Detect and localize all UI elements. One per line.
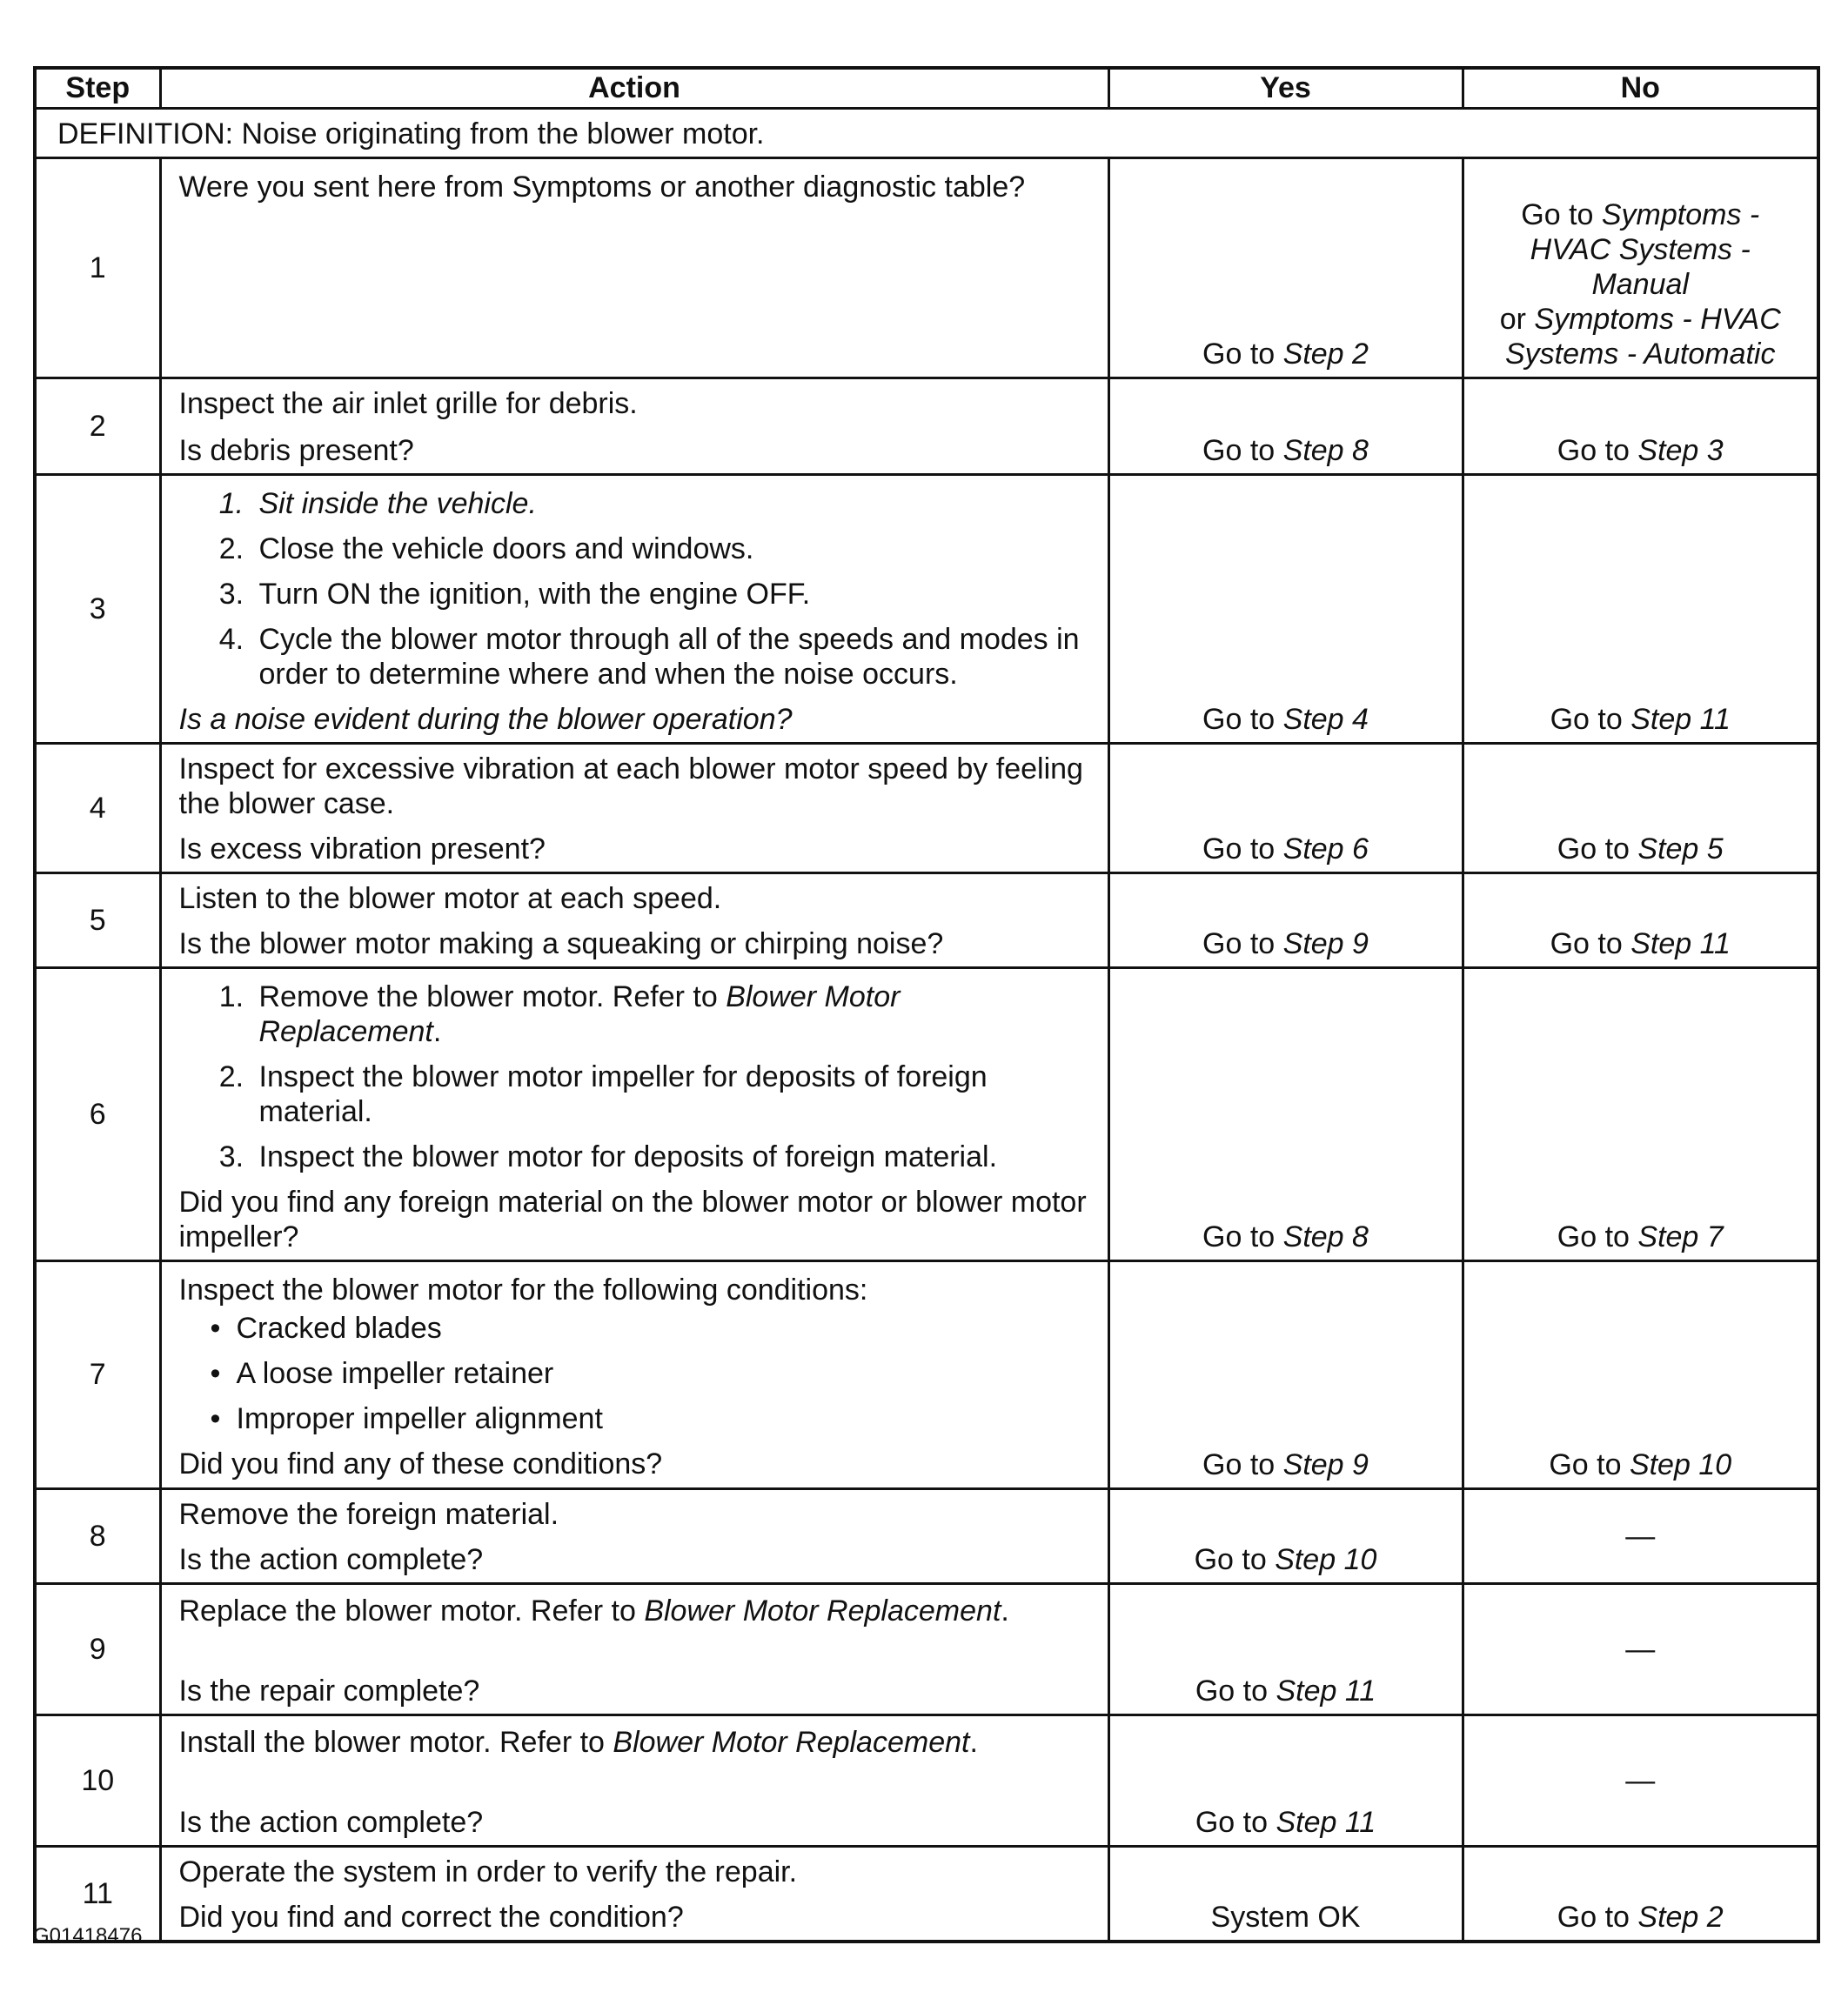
- yes-step-link[interactable]: Step 11: [1276, 1805, 1376, 1839]
- no-ref-automatic[interactable]: Systems - Automatic: [1505, 337, 1776, 371]
- definition-row: [35, 108, 1818, 157]
- action-text: Operate the system in order to verify the repair.: [178, 1855, 798, 1888]
- action-question: Is excess vibration present?: [178, 832, 546, 866]
- no-cell: [1463, 967, 1818, 1260]
- table-row: [35, 1260, 1818, 1488]
- no-cell: [1463, 157, 1818, 378]
- action-cell: [160, 1260, 1108, 1488]
- table-row: [35, 474, 1818, 743]
- action-text: Listen to the blower motor at each speed.: [178, 881, 722, 915]
- yes-prefix: Go to: [1202, 926, 1283, 960]
- step-number: 11: [35, 1846, 160, 1942]
- yes-prefix: Go to: [1202, 1447, 1283, 1481]
- yes-prefix: Go to: [1195, 1674, 1276, 1708]
- no-cell: [1463, 474, 1818, 743]
- action-cell: [160, 1846, 1108, 1942]
- yes-cell: [1108, 1260, 1463, 1488]
- yes-step-link[interactable]: Step 2: [1282, 337, 1369, 371]
- header-action: Action: [160, 68, 1108, 108]
- no-cell: [1463, 872, 1818, 967]
- list-item: 2. Close the vehicle doors and windows.: [252, 531, 1090, 566]
- no-step-link[interactable]: Step 7: [1637, 1220, 1724, 1253]
- list-item: • Improper impeller alignment: [237, 1401, 1090, 1436]
- conditions-list: [179, 1311, 1090, 1436]
- yes-step-link[interactable]: Step 11: [1276, 1674, 1376, 1708]
- no-ref-symptoms[interactable]: Symptoms -: [1601, 197, 1760, 231]
- yes-prefix: Go to: [1202, 433, 1283, 467]
- no-or: or: [1499, 302, 1535, 336]
- table-row: [35, 743, 1818, 872]
- no-step-link[interactable]: Step 10: [1629, 1447, 1732, 1481]
- no-prefix: Go to: [1557, 832, 1638, 866]
- yes-cell: [1108, 1715, 1463, 1846]
- action-cell: [160, 1488, 1108, 1583]
- action-cell: [160, 967, 1108, 1260]
- action-question: Were you sent here from Symptoms or another diagnostic table?: [178, 170, 1026, 204]
- no-ref-symptoms-hvac[interactable]: Symptoms - HVAC: [1534, 302, 1781, 336]
- yes-prefix: Go to: [1194, 1542, 1276, 1576]
- step-number: 3: [35, 474, 160, 743]
- step-number: 7: [35, 1260, 160, 1488]
- step-number: 1: [35, 157, 160, 378]
- no-prefix: Go to: [1557, 1900, 1638, 1934]
- list-item: 2. Inspect the blower motor impeller for deposits of foreign material.: [252, 1059, 1090, 1129]
- diagnostic-table: [33, 66, 1820, 1943]
- action-cell: [160, 474, 1108, 743]
- yes-cell: [1108, 1488, 1463, 1583]
- list-item: 3. Turn ON the ignition, with the engine OFF.: [252, 577, 1090, 612]
- yes-cell: [1108, 474, 1463, 743]
- action-question: Is the action complete?: [178, 1805, 484, 1839]
- no-step-link[interactable]: Step 2: [1637, 1900, 1724, 1934]
- action-steps-list: [179, 979, 1090, 1174]
- no-step-link[interactable]: Step 11: [1630, 702, 1731, 736]
- action-text: Inspect the air inlet grille for debris.: [178, 386, 638, 420]
- list-item: 4. Cycle the blower motor through all of the speeds and modes in order to determine where and when the noise occurs.: [252, 622, 1090, 692]
- procedure-link[interactable]: Blower Motor Replacement: [644, 1594, 1001, 1628]
- no-step-link[interactable]: Step 5: [1637, 832, 1724, 866]
- yes-cell: System OK: [1108, 1846, 1463, 1942]
- no-prefix: Go to: [1557, 1220, 1638, 1253]
- yes-step-link[interactable]: Step 10: [1275, 1542, 1377, 1576]
- step-number: 9: [35, 1583, 160, 1715]
- action-question: Did you find any of these conditions?: [178, 1447, 663, 1481]
- step-number: 8: [35, 1488, 160, 1583]
- action-cell: [160, 1715, 1108, 1846]
- yes-cell: [1108, 1583, 1463, 1715]
- yes-prefix: Go to: [1202, 702, 1283, 736]
- no-cell: [1463, 743, 1818, 872]
- action-question: Is a noise evident during the blower operation?: [178, 702, 793, 736]
- no-cell: [1463, 1846, 1818, 1942]
- no-prefix: Go to: [1549, 1447, 1630, 1481]
- yes-cell: [1108, 967, 1463, 1260]
- no-cell: —: [1463, 1583, 1818, 1715]
- action-text: Install the blower motor. Refer to Blower Motor Replacement.: [178, 1725, 978, 1759]
- action-text: Inspect the blower motor for the following conditions:: [178, 1273, 868, 1307]
- no-cell: —: [1463, 1488, 1818, 1583]
- header-step: Step: [35, 68, 160, 108]
- action-question: Is debris present?: [178, 433, 414, 467]
- action-cell: [160, 1583, 1108, 1715]
- action-cell: [160, 743, 1108, 872]
- no-prefix: Go to: [1557, 433, 1638, 467]
- no-step-link[interactable]: Step 3: [1637, 433, 1724, 467]
- figure-id: G01418476: [33, 1924, 143, 1948]
- action-question: Did you find and correct the condition?: [178, 1900, 684, 1934]
- action-text: Inspect for excessive vibration at each blower motor speed by feeling the blower case.: [178, 752, 1083, 820]
- no-prefix: Go to: [1521, 197, 1602, 231]
- table-row: [35, 1846, 1818, 1942]
- no-cell: [1463, 1260, 1818, 1488]
- action-question: Is the blower motor making a squeaking or chirping noise?: [178, 926, 944, 960]
- yes-prefix: Go to: [1202, 832, 1283, 866]
- no-cell: [1463, 378, 1818, 474]
- action-text: Replace the blower motor. Refer to Blower Motor Replacement.: [178, 1594, 1009, 1628]
- table-row: [35, 157, 1818, 378]
- yes-prefix: Go to: [1202, 1220, 1283, 1253]
- header-no: No: [1463, 68, 1818, 108]
- yes-prefix: Go to: [1195, 1805, 1276, 1839]
- no-prefix: Go to: [1550, 702, 1631, 736]
- action-cell: [160, 157, 1108, 378]
- yes-step-link[interactable]: Step 8: [1282, 433, 1369, 467]
- yes-cell: [1108, 157, 1463, 378]
- step-number: 4: [35, 743, 160, 872]
- action-question: Is the repair complete?: [178, 1674, 480, 1708]
- action-cell: [160, 872, 1108, 967]
- definition-text: DEFINITION: Noise originating from the blower motor.: [35, 108, 1818, 157]
- yes-prefix: Go to: [1202, 337, 1283, 371]
- header-yes: Yes: [1108, 68, 1463, 108]
- yes-cell: [1108, 743, 1463, 872]
- step-number: 2: [35, 378, 160, 474]
- procedure-link[interactable]: Blower Motor Replacement: [258, 979, 901, 1048]
- yes-step-link[interactable]: Step 9: [1282, 926, 1369, 960]
- yes-step-link[interactable]: Step 4: [1282, 702, 1369, 736]
- table-row: [35, 378, 1818, 474]
- yes-cell: [1108, 378, 1463, 474]
- table-row: [35, 1488, 1818, 1583]
- step-number: 6: [35, 967, 160, 1260]
- table-row: [35, 1583, 1818, 1715]
- list-item: • A loose impeller retainer: [237, 1356, 1090, 1391]
- procedure-link[interactable]: Blower Motor Replacement: [613, 1725, 970, 1759]
- action-steps-list: [179, 486, 1090, 692]
- no-step-link[interactable]: Step 11: [1630, 926, 1731, 960]
- table-row: [35, 1715, 1818, 1846]
- step-number: 10: [35, 1715, 160, 1846]
- list-item: 1. Remove the blower motor. Refer to Blower Motor Replacement.: [252, 979, 1090, 1049]
- step-number: 5: [35, 872, 160, 967]
- list-item: 1. Sit inside the vehicle.: [252, 486, 1090, 521]
- action-cell: [160, 378, 1108, 474]
- action-question: Is the action complete?: [178, 1542, 484, 1576]
- list-item: 3. Inspect the blower motor for deposits of foreign material.: [252, 1140, 1090, 1174]
- list-item: • Cracked blades: [237, 1311, 1090, 1346]
- yes-step-link[interactable]: Step 6: [1282, 832, 1369, 866]
- no-ref-manual[interactable]: Manual: [1591, 267, 1689, 301]
- no-ref-hvac-line[interactable]: HVAC Systems -: [1530, 232, 1751, 266]
- no-prefix: Go to: [1550, 926, 1631, 960]
- yes-step-link[interactable]: Step 8: [1282, 1220, 1369, 1253]
- action-question: Did you find any foreign material on the blower motor or blower motor impeller?: [178, 1185, 1087, 1253]
- action-text: Remove the foreign material.: [178, 1497, 559, 1531]
- yes-cell: [1108, 872, 1463, 967]
- yes-step-link[interactable]: Step 9: [1282, 1447, 1369, 1481]
- table-row: [35, 872, 1818, 967]
- no-cell: —: [1463, 1715, 1818, 1846]
- header-row: [35, 68, 1818, 108]
- table-row: [35, 967, 1818, 1260]
